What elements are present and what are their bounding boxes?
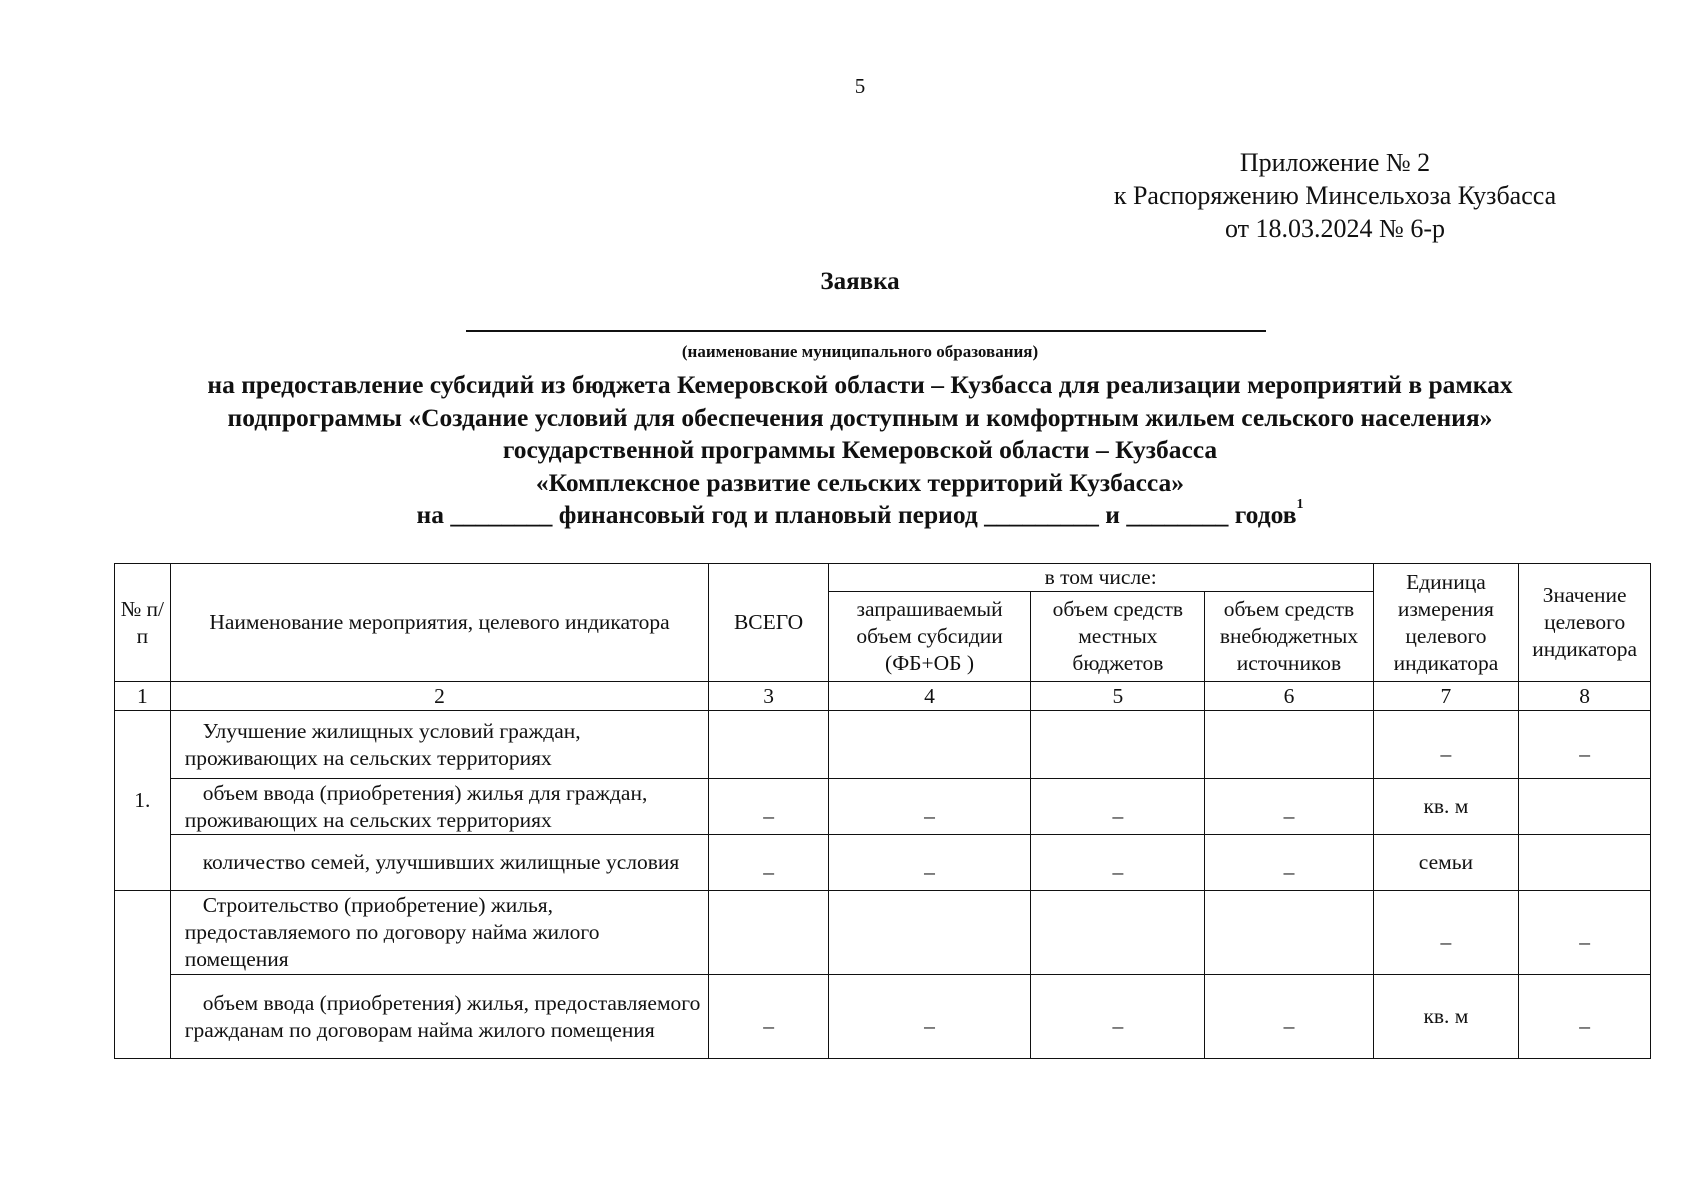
table-row — [115, 975, 1651, 1059]
row-name — [170, 711, 709, 779]
column-number: 2 — [170, 682, 709, 711]
appendix-line-3: от 18.03.2024 № 6-р — [1225, 214, 1445, 243]
cell-value — [1519, 835, 1651, 891]
row-name-text: объем ввода (приобретения) жилья для граждан, проживающих на сельских территориях — [184, 780, 648, 832]
cell-value — [1519, 779, 1651, 835]
period-line — [0, 497, 1697, 530]
row-number: 1. — [115, 711, 171, 891]
appendix-block — [1040, 146, 1630, 245]
header-name: Наименование мероприятия, целевого индикатора — [170, 564, 709, 682]
row-name — [170, 975, 709, 1059]
cell-local-text: – — [1112, 860, 1124, 884]
header-including: в том числе: — [828, 564, 1373, 592]
cell-unit: кв. м — [1373, 779, 1519, 835]
row-number — [115, 891, 171, 1059]
column-number: 3 — [709, 682, 828, 711]
period-and: и — [1105, 500, 1120, 529]
column-number: 4 — [828, 682, 1031, 711]
cell-local-text: – — [1112, 804, 1124, 828]
header-row-1 — [115, 564, 1651, 592]
municipality-caption: (наименование муниципального образования) — [681, 342, 1039, 361]
page-number: 5 — [854, 74, 866, 98]
cell-requested-text: – — [924, 804, 935, 828]
cell-unit — [1373, 711, 1519, 779]
cell-extra-text: – — [1283, 1014, 1295, 1038]
header-total: ВСЕГО — [709, 564, 828, 682]
purpose-line-1: на предоставление субсидий из бюджета Кемеровской области – Кузбасса для реализации мероприятий в рамках — [207, 370, 1513, 399]
purpose-line-4: «Комплексное развитие сельских территорий Кузбасса» — [535, 467, 1185, 497]
cell-value — [1519, 711, 1651, 779]
cell-extra — [1205, 975, 1373, 1059]
cell-requested-text: – — [924, 860, 935, 884]
cell-extra — [1205, 891, 1373, 975]
cell-value-text: – — [1579, 742, 1591, 766]
period-blank-2: _________ — [984, 500, 1099, 529]
cell-extra-text: – — [1283, 804, 1295, 828]
appendix-line-1: Приложение № 2 — [1239, 148, 1431, 177]
column-number: 5 — [1031, 682, 1205, 711]
header-local: объем средств местных бюджетов — [1031, 592, 1205, 682]
footnote-marker: 1 — [1296, 497, 1304, 512]
cell-extra-text: – — [1283, 860, 1295, 884]
cell-total-text: – — [763, 804, 774, 828]
cell-requested — [828, 779, 1031, 835]
column-number: 1 — [115, 682, 171, 711]
row-name-text: Строительство (приобретение) жилья, предоставляемого по договору найма жилого помещения — [184, 893, 600, 971]
table-row — [115, 779, 1651, 835]
table-row — [115, 711, 1651, 779]
row-name — [170, 891, 709, 975]
cell-extra — [1205, 711, 1373, 779]
column-number-row — [115, 682, 1651, 711]
cell-extra — [1205, 835, 1373, 891]
cell-value — [1519, 975, 1651, 1059]
cell-total — [709, 975, 828, 1059]
cell-local — [1031, 835, 1205, 891]
purpose-line-3: государственной программы Кемеровской области – Кузбасса — [502, 435, 1218, 464]
column-number: 8 — [1519, 682, 1651, 711]
cell-value-text: – — [1579, 930, 1591, 954]
row-name-text: Улучшение жилищных условий граждан, проживающих на сельских территориях — [184, 718, 581, 770]
purpose-line-2: подпрограммы «Создание условий для обеспечения доступным и комфортным жильем сельского населения» — [227, 402, 1493, 432]
cell-unit: семьи — [1373, 835, 1519, 891]
cell-local — [1031, 779, 1205, 835]
cell-requested — [828, 711, 1031, 779]
header-num: № п/п — [115, 564, 171, 682]
cell-requested-text: – — [924, 1014, 935, 1038]
cell-unit — [1373, 891, 1519, 975]
cell-requested — [828, 891, 1031, 975]
column-number: 6 — [1205, 682, 1373, 711]
header-value: Значение целевого индикатора — [1519, 564, 1651, 682]
municipality-blank-line — [466, 330, 1266, 332]
cell-total-text: – — [763, 1014, 774, 1038]
cell-unit-text: – — [1440, 930, 1452, 954]
cell-local — [1031, 891, 1205, 975]
row-name — [170, 835, 709, 891]
cell-local — [1031, 711, 1205, 779]
row-name-text: объем ввода (приобретения) жилья, предоставляемого гражданам по договорам найма жилого помещения — [184, 990, 701, 1042]
period-years: годов — [1234, 500, 1297, 529]
document-title: Заявка — [820, 268, 900, 295]
purpose-block — [60, 369, 1660, 499]
application-table — [114, 563, 1651, 1059]
header-unit: Единица измерения целевого индикатора — [1373, 564, 1519, 682]
cell-value-text: – — [1579, 1014, 1591, 1038]
cell-unit-text: – — [1440, 742, 1452, 766]
table-row — [115, 891, 1651, 975]
cell-total — [709, 891, 828, 975]
cell-total-text: – — [763, 860, 774, 884]
period-blank-1: ________ — [450, 500, 553, 529]
period-fin-year: финансовый год и плановый период — [558, 500, 978, 529]
cell-unit: кв. м — [1373, 975, 1519, 1059]
cell-value — [1519, 891, 1651, 975]
cell-local — [1031, 975, 1205, 1059]
table-row — [115, 835, 1651, 891]
header-requested: запрашиваемый объем субсидии (ФБ+ОБ ) — [828, 592, 1031, 682]
cell-total — [709, 711, 828, 779]
cell-total — [709, 835, 828, 891]
cell-local-text: – — [1112, 1014, 1124, 1038]
cell-total — [709, 779, 828, 835]
period-na: на — [416, 500, 444, 529]
cell-extra — [1205, 779, 1373, 835]
row-name-text: количество семей, улучшивших жилищные условия — [202, 850, 680, 874]
cell-requested — [828, 835, 1031, 891]
header-extra: объем средств внебюджетных источников — [1205, 592, 1373, 682]
cell-requested — [828, 975, 1031, 1059]
column-number: 7 — [1373, 682, 1519, 711]
appendix-line-2: к Распоряжению Минсельхоза Кузбасса — [1113, 181, 1557, 210]
period-blank-3: ________ — [1126, 500, 1229, 529]
row-name — [170, 779, 709, 835]
